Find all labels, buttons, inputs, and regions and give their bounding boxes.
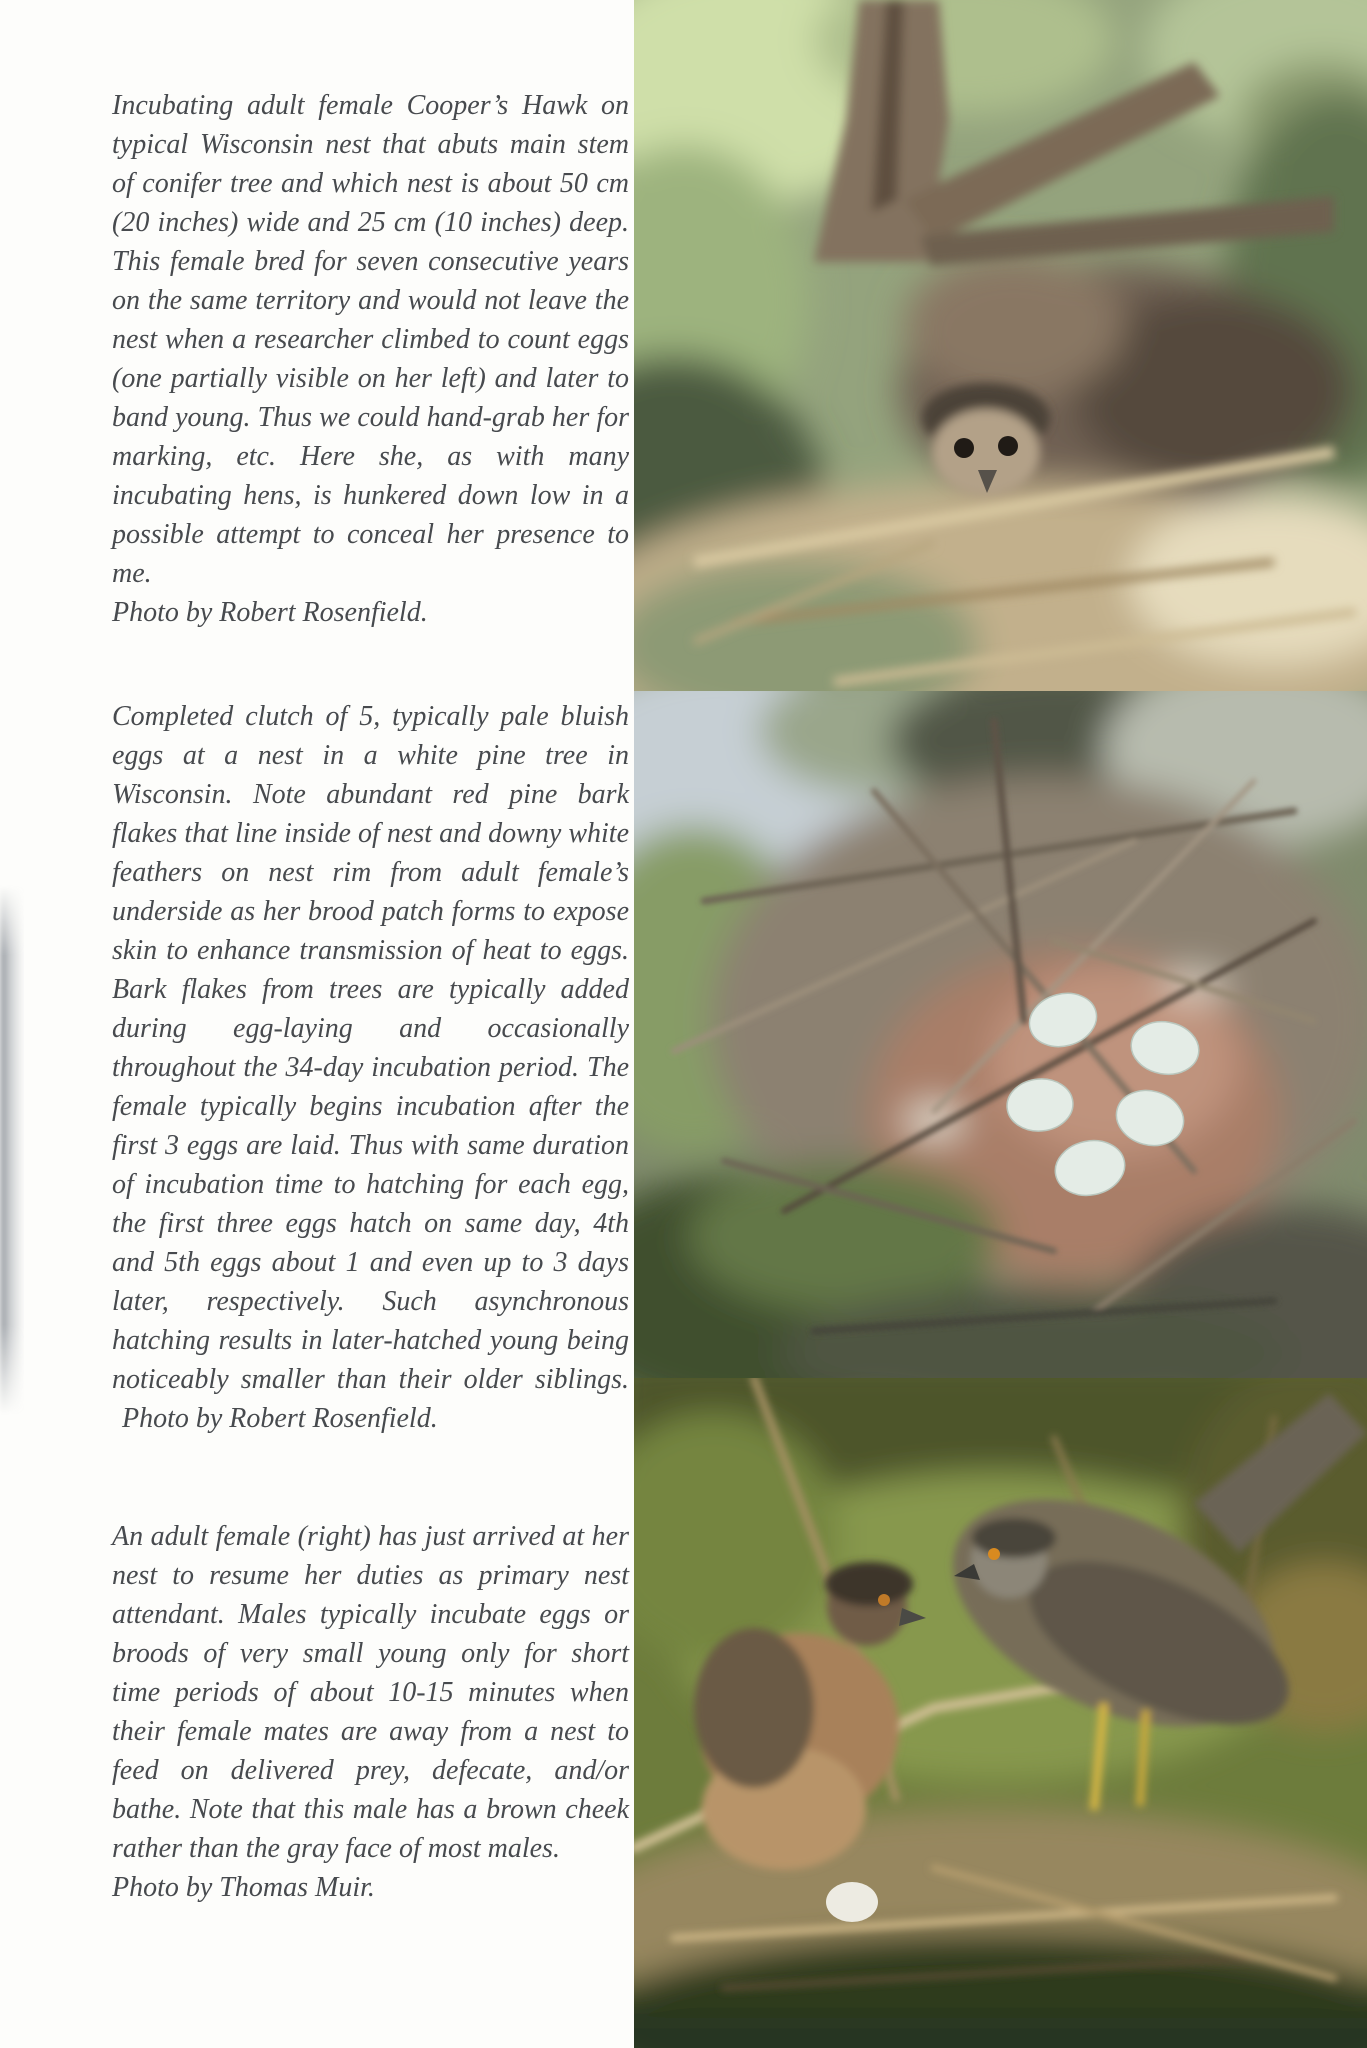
photo-egg-clutch [634, 691, 1367, 1378]
egg-clutch-illustration [634, 691, 1367, 1378]
caption-hawk-pair [112, 1517, 629, 1907]
hawk-incubating-illustration [634, 0, 1367, 691]
photo-credit: Photo by Robert Rosenfield. [112, 597, 428, 628]
caption-text: An adult female (right) has just arrived at her nest to resume her duties as primary nest attendant. Males typically incubate eggs or broods of very small young only for short time periods of about 10-15 minutes when their female mates are away from a nest to feed on delivered prey, defecate, and/or bathe. Note that this male has a brown cheek rather than the gray face of most males. [112, 1521, 629, 1864]
photo-hawk-pair [634, 1378, 1367, 2048]
caption-text: Incubating adult female Cooper’s Hawk on typical Wisconsin nest that abuts main stem of conifer tree and which nest is about 50 cm (20 inches) wide and 25 cm (10 inches) deep. This female bred for seven consecutive years on the same territory and would not leave the nest when a researcher climbed to count eggs (one partially visible on her left) and later to band young. Thus we could hand-grab her for marking, etc. Here she, as with many incubating hens, is hunkered down low in a possible attempt to conceal her presence to me. [112, 90, 629, 589]
left-edge-scan-shadow [0, 885, 24, 1415]
photo-credit: Photo by Thomas Muir. [112, 1872, 375, 1903]
caption-incubating-female [112, 86, 629, 632]
egg-shape [826, 1882, 878, 1922]
photo-hawk-incubating [634, 0, 1367, 691]
hawk-pair-illustration [634, 1378, 1367, 2048]
caption-text: Completed clutch of 5, typically pale bluish eggs at a nest in a white pine tree in Wisconsin. Note abundant red pine bark flakes that line inside of nest and downy white feathers on nest rim from adult female’s underside as her brood patch forms to expose skin to enhance transmission of heat to eggs. Bark flakes from trees are typically added during egg-laying and occasionally throughout the 34-day incubation period. The female typically begins incubation after the first 3 eggs are laid. Thus with same duration of incubation time to hatching for each egg, the first three eggs hatch on same day, 4th and 5th eggs about 1 and even up to 3 days later, respectively. Such asynchronous hatching results in later-hatched young being noticeably smaller than their older siblings. [112, 701, 629, 1395]
caption-egg-clutch [112, 697, 629, 1438]
photo-credit: Photo by Robert Rosenfield. [122, 1403, 438, 1434]
